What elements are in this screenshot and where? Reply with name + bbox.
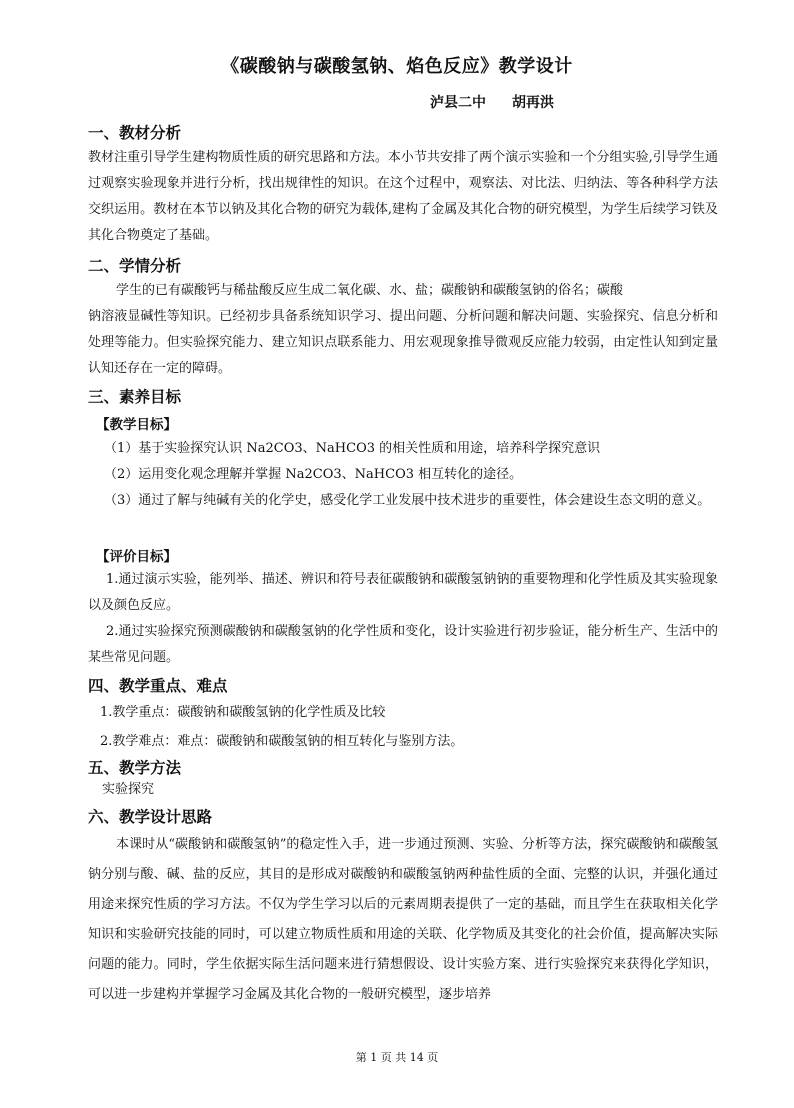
document-title: 《碳酸钠与碳酸氢钠、焰色反应》教学设计 (221, 56, 573, 77)
section-heading-5: 五、教学方法 (88, 759, 182, 777)
section-heading-6: 六、教学设计思路 (88, 808, 213, 826)
author-name: 胡再洪 (512, 95, 554, 111)
section-2-paragraph (88, 278, 718, 382)
section-heading-3: 三、素养目标 (88, 388, 182, 406)
eval-item-1: 1.通过演示实验，能列举、描述、辨识和符号表征碳酸钠和碳酸氢钠钠的重要物理和化学性质及其实验现象以及颜色反应。 (88, 572, 718, 613)
key-point: 1.教学重点：碳酸钠和碳酸氢钠的化学性质及比较 (100, 705, 386, 720)
section-2-rest: 钠溶液显碱性等知识。已经初步具备系统知识学习、提出问题、分析问题和解决问题、实验探究、信息分析和处理等能力。但实验探究能力、建立知识点联系能力、用宏观现象推导微观反应能力较弱，由定性认知到定量认知还存在一定的障碍。 (88, 309, 718, 376)
teaching-goals-label: 【教学目标】 (96, 417, 177, 433)
section-6-paragraph: 本课时从“碳酸钠和碳酸氢钠”的稳定性入手，进一步通过预测、实验、分析等方法，探究碳酸钠和碳酸氢钠分别与酸、碱、盐的反应，其目的是形成对碳酸钠和碳酸氢钠两种盐性质的全面、完整的认识，并强化通过用途来探究性质的学习方法。不仅为学生学习以后的元素周期表提供了一定的基础，而且学生在获取相关化学知识和实验研究技能的同时，可以建立物质性质和用途的关联、化学物质及其变化的社会价值，提高解决实际问题的能力。同时，学生依据实际生活问题来进行猜想假设、设计实验方案、进行实验探究来获得化学知识，可以进一步建构并掌握学习金属及其化合物的一般研究模型，逐步培养 (88, 837, 718, 1002)
eval-item-2: 2.通过实验探究预测碳酸钠和碳酸氢钠的化学性质和变化，设计实验进行初步验证，能分析生产、生活中的某些常见问题。 (88, 624, 718, 665)
evaluation-goals-label: 【评价目标】 (96, 549, 177, 565)
section-1-paragraph: 教材注重引导学生建构物质性质的研究思路和方法。本小节共安排了两个演示实验和一个分组实验,引导学生通过观察实验现象并进行分析，找出规律性的知识。在这个过程中，观察法、对比法、归纳法、等各种科学方法交织运用。教材在本节以钠及其化合物的研究为载体,建构了金属及其化合物的研究模型，为学生后续学习铁及其化合物奠定了基础。 (88, 150, 718, 243)
section-2-first-line: 学生的已有碳酸钙与稀盐酸反应生成二氧化碳、水、盐；碳酸钠和碳酸氢钠的俗名；碳酸 (116, 283, 624, 298)
author-line (430, 92, 680, 112)
section-heading-2: 二、学情分析 (88, 257, 182, 275)
section-heading-4: 四、教学重点、难点 (88, 677, 228, 695)
teaching-method: 实验探究 (102, 782, 155, 797)
goal-item-2: （2）运用变化观念理解并掌握 Na2CO3、NaHCO3 相互转化的途径。 (104, 467, 523, 482)
difficult-point: 2.教学难点：难点：碳酸钠和碳酸氢钠的相互转化与鉴别方法。 (100, 734, 464, 749)
school-name: 泸县二中 (430, 95, 486, 111)
goal-item-3: （3）通过了解与纯碱有关的化学史，感受化学工业发展中技术进步的重要性，体会建设生态文明的意义。 (104, 493, 711, 508)
section-heading-1: 一、教材分析 (88, 124, 182, 142)
goal-item-1: （1）基于实验探究认识 Na2CO3、NaHCO3 的相关性质和用途，培养科学探究意识 (104, 441, 601, 456)
page-footer: 第 1 页 共 14 页 (355, 1051, 439, 1064)
